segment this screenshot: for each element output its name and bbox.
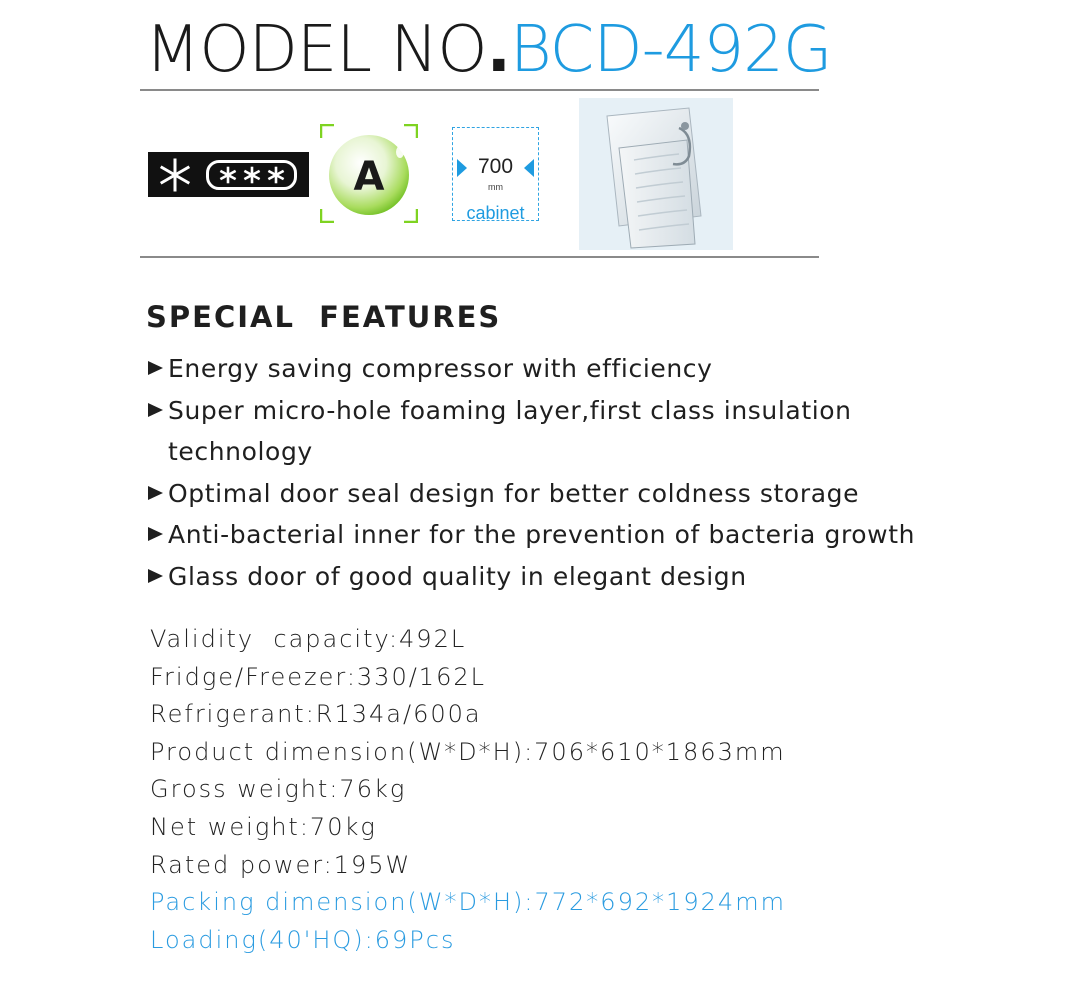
cabinet-label: cabinet [466,203,525,223]
title-separator: . [486,13,510,87]
cabinet-width-value: 700 [477,155,514,178]
top-divider [140,89,819,91]
feature-item: Glass door of good quality in elegant design [146,556,915,598]
cabinet-width-badge [452,127,539,221]
spec-loading: Loading(40'HQ):69Pcs [150,925,456,954]
spec-refrigerant: Refrigerant:R134a/600a [150,700,482,729]
bottom-divider [140,256,819,258]
cabinet-width-unit: mm [488,182,503,192]
spec-rated-power: Rated power:195W [150,850,412,879]
product-image [579,98,733,250]
special-features-heading: SPECIAL FEATURES [146,300,502,334]
spec-packing-dimension: Packing dimension(W*D*H):772*692*1924mm [150,888,786,917]
feature-item: Super micro-hole foaming layer,first class insulation [146,390,915,432]
arrow-left-icon [524,159,534,177]
spec-gross-weight: Gross weight:76kg [150,775,407,804]
feature-item-continuation: technology [168,437,313,466]
feature-item: Optimal door seal design for better coldness storage [146,473,915,515]
spec-net-weight: Net weight:70kg [150,812,377,841]
spec-capacity: Validity capacity:492L [150,625,467,653]
model-number: BCD-492G [509,13,832,87]
energy-class-label: A [353,154,385,200]
title-prefix: MODEL NO [145,13,487,87]
feature-item: Energy saving compressor with efficiency [146,348,915,390]
spec-product-dimension: Product dimension(W*D*H):706*610*1863mm [150,737,786,766]
star-rating-stars [206,160,297,190]
spec-fridge-freezer: Fridge/Freezer:330/162L [150,662,486,691]
freezer-star-rating-badge [148,152,309,197]
energy-class-badge [320,124,418,223]
feature-item: Anti-bacterial inner for the prevention of bacteria growth [146,514,915,556]
specifications [150,621,786,959]
features-list [146,348,915,597]
page-title [145,12,831,88]
snowflake-icon [148,152,202,197]
